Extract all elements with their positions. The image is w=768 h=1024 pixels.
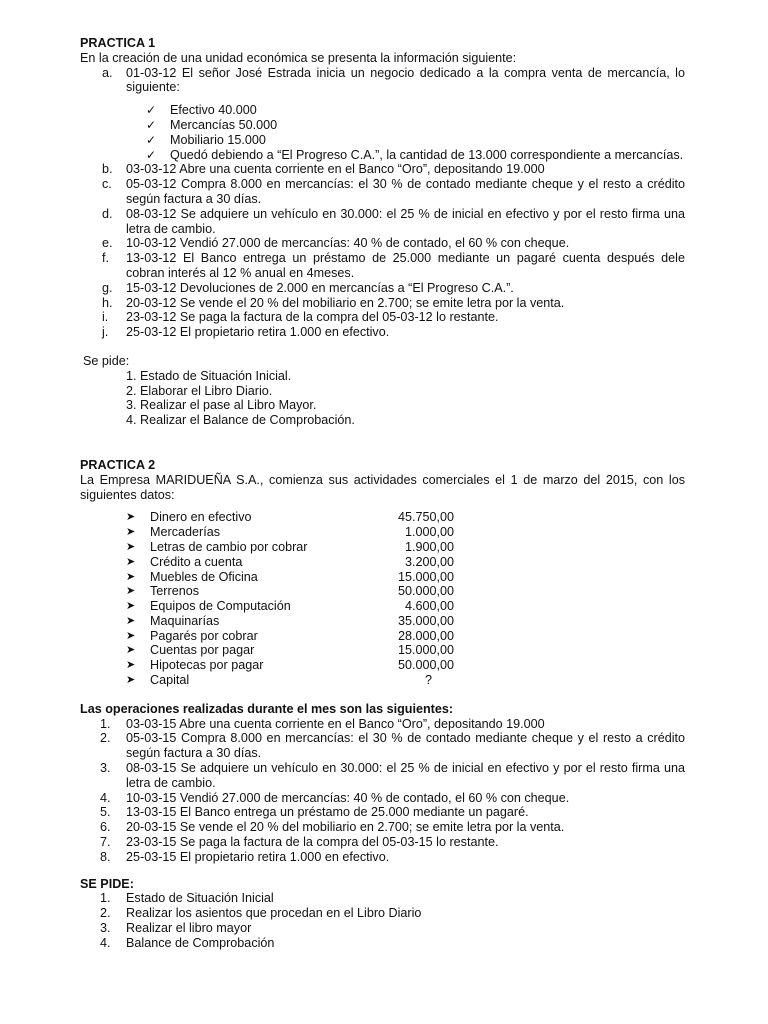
item-text: 25-03-15 El propietario retira 1.000 en efectivo.: [126, 849, 390, 864]
item-marker: 3.: [100, 761, 111, 776]
practica2-intro: La Empresa MARIDUEÑA S.A., comienza sus actividades comerciales el 1 de marzo del 2015, con los siguientes datos:: [80, 472, 685, 502]
account-name: Capital: [150, 673, 190, 688]
practica1-title: PRACTICA 1: [80, 36, 156, 50]
list-item: 2. Elaborar el Libro Diario.: [126, 383, 273, 398]
initial-assets-list: [80, 103, 685, 162]
account-amount: ?: [424, 673, 432, 688]
table-row: [80, 643, 685, 658]
account-name: Hipotecas por pagar: [150, 658, 264, 673]
item-marker: f.: [102, 251, 109, 266]
item-text: 08-03-15 Se adquiere un vehículo en 30.000: el 25 % de inicial en efectivo y por el resto firma una letra de cambio.: [126, 761, 685, 790]
list-item: [80, 921, 685, 936]
list-item: [80, 162, 685, 177]
item-text: Realizar los asientos que procedan en el Libro Diario: [126, 906, 422, 921]
item-text: 05-03-15 Compra 8.000 en mercancías: el 30 % de contado mediante cheque y el resto a crédito según factura a 30 días.: [126, 731, 685, 761]
account-name: Equipos de Computación: [150, 599, 291, 614]
list-item: 3. Realizar el pase al Libro Mayor.: [126, 398, 317, 413]
item-marker: 3.: [100, 921, 111, 936]
arrowhead-bullet-icon: ➤: [126, 644, 136, 657]
document-page: [80, 36, 685, 951]
account-name: Mercaderías: [150, 525, 220, 540]
item-marker: 4.: [100, 935, 111, 950]
account-amount: 28.000,00: [397, 628, 454, 643]
list-item: [80, 906, 685, 921]
list-item: 1. Estado de Situación Inicial.: [126, 368, 292, 383]
item-marker: e.: [102, 236, 113, 251]
arrowhead-bullet-icon: ➤: [126, 555, 136, 568]
item-text: 01-03-12 El señor José Estrada inicia un negocio dedicado a la compra venta de mercancía, lo siguiente:: [126, 65, 685, 95]
account-name: Dinero en efectivo: [150, 510, 252, 525]
list-item: [80, 103, 685, 118]
item-marker: 4.: [100, 790, 111, 805]
item-text: 20-03-12 Se vende el 20 % del mobiliario en 2.700; se emite letra por la venta.: [126, 295, 565, 310]
item-marker: g.: [102, 280, 113, 295]
account-amount: 4.600,00: [404, 599, 454, 614]
list-item: [80, 891, 685, 906]
item-marker: j.: [102, 325, 109, 340]
arrowhead-bullet-icon: ➤: [126, 526, 136, 539]
practica1-intro: En la creación de una unidad económica se presenta la información siguiente:: [80, 50, 517, 65]
list-item: [80, 281, 685, 296]
item-text: 23-03-15 Se paga la factura de la compra del 05-03-15 lo restante.: [126, 835, 499, 850]
item-text: Estado de Situación Inicial: [126, 891, 274, 906]
item-marker: b.: [102, 162, 113, 177]
practica1-se-pide-list: [80, 369, 685, 428]
account-name: Letras de cambio por cobrar: [150, 539, 308, 554]
account-amount: 1.900,00: [404, 539, 454, 554]
table-row: [80, 570, 685, 585]
account-name: Cuentas por pagar: [150, 643, 255, 658]
list-item: [80, 936, 685, 951]
item-text: 13-03-12 El Banco entrega un préstamo de 25.000 mediante un pagaré cuenta después dele cobran interés al 12 % anual en 4meses.: [126, 251, 685, 280]
item-text: 10-03-15 Vendió 27.000 de mercancías: 40 % de contado, el 60 % con cheque.: [126, 790, 570, 805]
check-icon: ✓: [146, 147, 157, 162]
list-item: [80, 791, 685, 806]
item-text: 03-03-15 Abre una cuenta corriente en el Banco “Oro”, depositando 19.000: [126, 716, 545, 731]
item-marker: 2.: [100, 906, 111, 921]
practica1-items: [80, 66, 685, 340]
item-text: 05-03-12 Compra 8.000 en mercancías: el 30 % de contado mediante cheque y el resto a crédito según factura a 30 días.: [126, 177, 685, 206]
account-amount: 15.000,00: [397, 569, 454, 584]
arrowhead-bullet-icon: ➤: [126, 674, 136, 687]
table-row: [80, 599, 685, 614]
arrowhead-bullet-icon: ➤: [126, 614, 136, 627]
item-marker: 1.: [100, 891, 111, 906]
item-text: 10-03-12 Vendió 27.000 de mercancías: 40 % de contado, el 60 % con cheque.: [126, 236, 570, 251]
account-name: Muebles de Oficina: [150, 569, 258, 584]
list-item: [80, 207, 685, 237]
arrowhead-bullet-icon: ➤: [126, 540, 136, 553]
practica2-se-pide-list: [80, 891, 685, 950]
account-amount: 50.000,00: [397, 658, 454, 673]
table-row: [80, 658, 685, 673]
table-row: [80, 584, 685, 599]
item-marker: 5.: [100, 805, 111, 820]
account-name: Crédito a cuenta: [150, 554, 243, 569]
arrowhead-bullet-icon: ➤: [126, 511, 136, 524]
check-item-text: Mobiliario 15.000: [170, 132, 266, 147]
practica1-se-pide-label: Se pide:: [83, 353, 130, 368]
item-text: 23-03-12 Se paga la factura de la compra del 05-03-12 lo restante.: [126, 310, 499, 325]
item-marker: i.: [102, 310, 109, 325]
table-row: [80, 629, 685, 644]
arrowhead-bullet-icon: ➤: [126, 600, 136, 613]
arrowhead-bullet-icon: ➤: [126, 629, 136, 642]
item-marker: a.: [102, 65, 113, 80]
check-item-text: Efectivo 40.000: [170, 103, 257, 118]
account-amount: 50.000,00: [397, 584, 454, 599]
item-text: 15-03-12 Devoluciones de 2.000 en mercancías a “El Progreso C.A.”.: [126, 280, 514, 295]
account-name: Pagarés por cobrar: [150, 628, 258, 643]
list-item: [80, 236, 685, 251]
list-item: [80, 850, 685, 865]
operations-heading: Las operaciones realizadas durante el mes son las siguientes:: [80, 701, 454, 716]
table-row: [80, 510, 685, 525]
account-name: Maquinarías: [150, 613, 220, 628]
list-item: [80, 761, 685, 791]
list-item: [80, 66, 685, 163]
check-icon: ✓: [146, 117, 157, 132]
list-item: [80, 731, 685, 761]
list-item: [80, 118, 685, 133]
operations-list: [80, 717, 685, 865]
account-amount: 45.750,00: [397, 510, 454, 525]
item-marker: 2.: [100, 731, 111, 746]
check-icon: ✓: [146, 132, 157, 147]
account-amount: 35.000,00: [397, 613, 454, 628]
arrowhead-bullet-icon: ➤: [126, 585, 136, 598]
table-row: [80, 614, 685, 629]
item-text: Balance de Comprobación: [126, 935, 275, 950]
item-text: 20-03-15 Se vende el 20 % del mobiliario en 2.700; se emite letra por la venta.: [126, 820, 565, 835]
item-text: 13-03-15 El Banco entrega un préstamo de 25.000 mediante un pagaré.: [126, 805, 529, 820]
item-text: 03-03-12 Abre una cuenta corriente en el Banco “Oro”, depositando 19.000: [126, 162, 545, 177]
table-row: [80, 673, 685, 688]
item-marker: 8.: [100, 849, 111, 864]
account-amount: 3.200,00: [404, 554, 454, 569]
table-row: [80, 540, 685, 555]
list-item: [80, 310, 685, 325]
account-name: Terrenos: [150, 584, 199, 599]
account-amount: 15.000,00: [397, 643, 454, 658]
item-text: Realizar el libro mayor: [126, 921, 252, 936]
arrowhead-bullet-icon: ➤: [126, 659, 136, 672]
arrowhead-bullet-icon: ➤: [126, 570, 136, 583]
account-amount: 1.000,00: [404, 525, 454, 540]
item-text: 08-03-12 Se adquiere un vehículo en 30.000: el 25 % de inicial en efectivo y por el resto firma una letra de cambio.: [126, 206, 685, 236]
practica2-title: PRACTICA 2: [80, 457, 156, 472]
list-item: [80, 251, 685, 281]
check-item-text: Quedó debiendo a “El Progreso C.A.”, la cantidad de 13.000 correspondiente a mercancías.: [170, 147, 684, 162]
list-item: [80, 835, 685, 850]
list-item: [80, 133, 685, 148]
check-item-text: Mercancías 50.000: [170, 117, 278, 132]
list-item: [80, 717, 685, 732]
item-marker: 6.: [100, 820, 111, 835]
practica2-se-pide-heading: SE PIDE:: [80, 876, 134, 891]
list-item: [80, 325, 685, 340]
practica2-accounts: [80, 510, 685, 688]
list-item: [80, 148, 685, 163]
item-marker: 1.: [100, 716, 111, 731]
list-item: [80, 177, 685, 207]
item-marker: c.: [102, 177, 112, 192]
list-item: 4. Realizar el Balance de Comprobación.: [126, 413, 355, 428]
item-marker: d.: [102, 206, 113, 221]
item-marker: 7.: [100, 835, 111, 850]
list-item: [80, 296, 685, 311]
table-row: [80, 525, 685, 540]
item-marker: h.: [102, 295, 113, 310]
table-row: [80, 555, 685, 570]
list-item: [80, 805, 685, 820]
item-text: 25-03-12 El propietario retira 1.000 en efectivo.: [126, 325, 390, 340]
check-icon: ✓: [146, 103, 157, 118]
list-item: [80, 820, 685, 835]
